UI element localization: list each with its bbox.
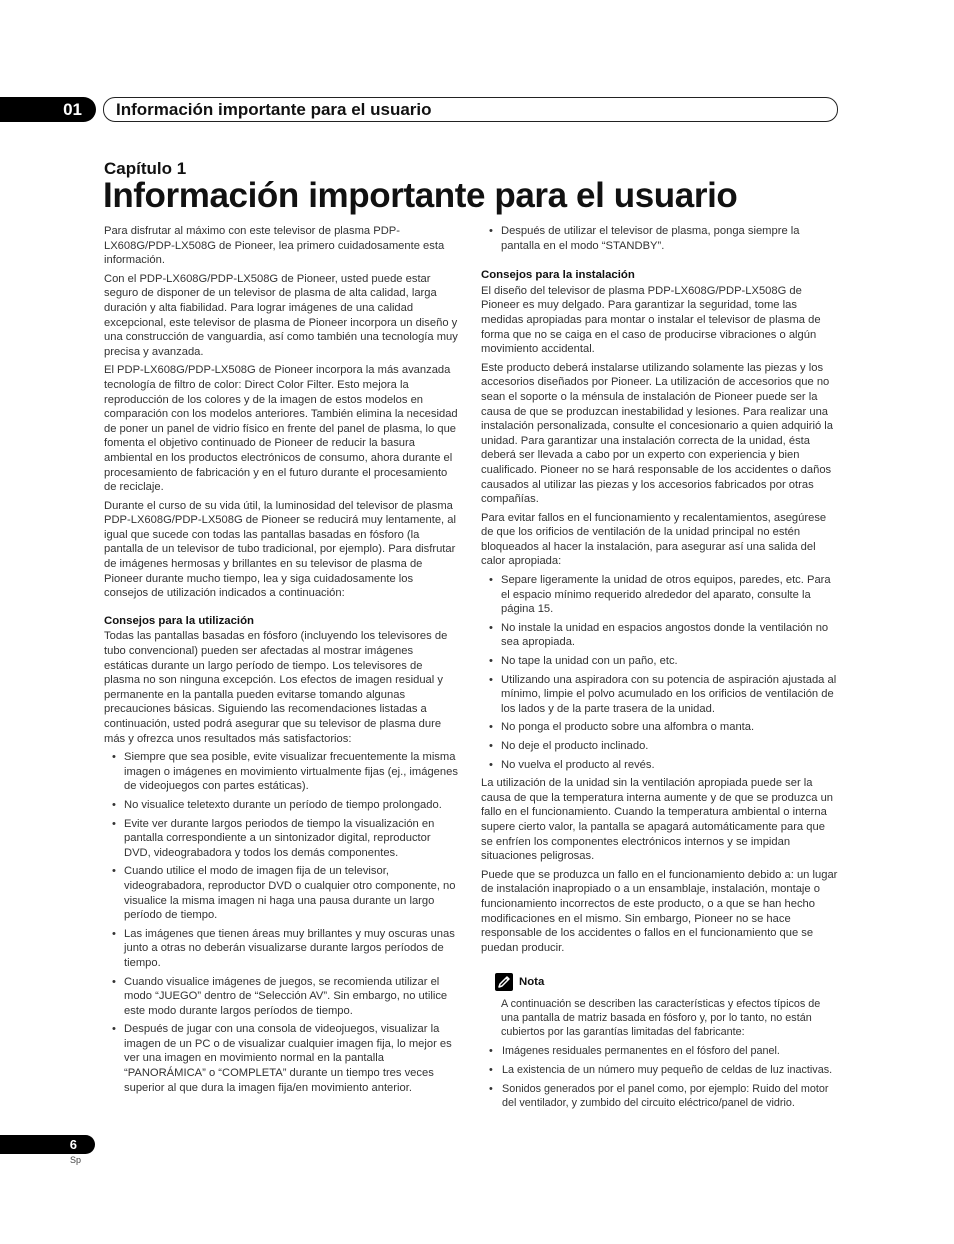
- install-heading: Consejos para la instalación: [481, 269, 635, 282]
- note-heading: Nota: [519, 976, 545, 989]
- bullet-icon: •: [489, 1064, 493, 1077]
- paragraph: Puede que se produzca un fallo en el funcionamiento debido a: un lugar de instalación inapropiado o a un ensamblaje, instalación, montaje o funcionamiento incorrectos de este producto, o a que se han hecho modificaciones en el mismo. Sin embargo, Pioneer no se hace responsable de los accidentes o fallos en el funcionamiento que se puedan producir.: [481, 868, 838, 954]
- list-item: • Las imágenes que tienen áreas muy brillantes y muy oscuras unas junto a otras no deberán visualizarse durante largos períodos de tiempo.: [112, 927, 455, 969]
- usage-bullet-list: [104, 750, 460, 1095]
- list-item: • La existencia de un número muy pequeño de celdas de luz inactivas.: [489, 1064, 833, 1077]
- paragraph: Con el PDP-LX608G/PDP-LX508G de Pioneer, usted puede estar seguro de disponer de un televisor de plasma de alta calidad, larga duración y alta fiabilidad. Para lograr imágenes de una calidad excepcional, este televisor de plasma de Pioneer incorpora un diseño y una construcción de vanguardia, así como también una tecnología muy precisa y avanzada.: [104, 272, 458, 358]
- section-title: Información importante para el usuario: [116, 99, 432, 119]
- list-item: • Después de utilizar el televisor de plasma, ponga siempre la pantalla en el modo “STANDBY”.: [489, 225, 800, 252]
- usage-heading: Consejos para la utilización: [104, 614, 255, 627]
- chapter-number: 01: [63, 99, 82, 119]
- list-item: • No instale la unidad en espacios angostos donde la ventilación no sea apropiada.: [489, 621, 829, 649]
- list-item: • Cuando utilice el modo de imagen fija de un televisor, videograbadora, reproductor DVD o cualquier otro componente, no visualice la misma imagen ni haga una pausa durante un largo período de tiempo.: [112, 865, 456, 922]
- paragraph: El diseño del televisor de plasma PDP-LX608G/PDP-LX508G de Pioneer es muy delgado. Para garantizar la seguridad, tome las medidas apropiadas para montar o instalar el televisor de plasma de forma que no se caiga en el caso de producirse vibraciones o algún movimiento accidental.: [481, 284, 821, 356]
- paragraph: Para evitar fallos en el funcionamiento y recalentamientos, asegúrese de que los orificios de ventilación de la unidad principal no estén bloqueados al hacer la instalación, para asegurar así una salida del calor apropiada:: [481, 511, 827, 568]
- list-item: • Evite ver durante largos periodos de tiempo la visualización en pantalla correspondiente a un sintonizador digital, reproductor DVD, videograbadora y todos los demás componentes.: [112, 817, 435, 859]
- paragraph: Para disfrutar al máximo con este televisor de plasma PDP-LX608G/PDP-LX508G de Pioneer, lea primero cuidadosamente esta información.: [104, 225, 445, 267]
- list-item: • Sonidos generados por el panel como, por ejemplo: Ruido del motor del ventilador, y zumbido del circuito eléctrico/panel de vidrio.: [489, 1083, 829, 1110]
- paragraph: La utilización de la unidad sin la ventilación apropiada puede ser la causa de que la temperatura interna aumente y de que se produzca un fallo en el funcionamiento. Cuando la temperatura ambiental o interna supere cierto valor, la pantalla se apagará automáticamente para que se enfríen los componentes electrónicos internos y se impidan situaciones peligrosas.: [481, 777, 834, 863]
- paragraph: Durante el curso de su vida útil, la luminosidad del televisor de plasma PDP-LX608G/PDP-LX508G de Pioneer se reducirá muy lentamente, al igual que sucede con todas las pantallas basadas en fósforo (la pantalla de un televisor de tubo tradicional, por ejemplo). Para disfrutar de imágenes hermosas y brillantes en su televisor de plasma de Pioneer durante mucho tiempo, lea y siga cuidadosamente los consejos de utilización indicados a continuación:: [104, 499, 456, 600]
- paragraph: Este producto deberá instalarse utilizando solamente las piezas y los accesorios diseñados por Pioneer. La utilización de accesorios que no sean el soporte o la ménsula de instalación de Pioneer puede ser la causa de que se produzcan inestabilidad y lesiones. Para realizar una instalación personalizada, consulte el concesionario a quien adquirió la unidad. Para garantizar una instalación correcta de la unidad, ésta deberá ser llevada a cabo por un experto con experiencia y bien cualificado. Pioneer no se hará responsable de los accidentes o daños causados al utilizar las piezas y los accesorios fabricados por otras compañías.: [481, 361, 834, 506]
- list-item: • Utilizando una aspiradora con su potencia de aspiración ajustada al mínimo, limpie el polvo acumulado en los orificios de ventilación de los lados y de la parte trasera de la unidad.: [489, 673, 837, 715]
- bullet-icon: •: [489, 225, 493, 237]
- bullet-icon: •: [112, 927, 116, 940]
- pencil-note-icon: [495, 973, 513, 991]
- list-item: • Separe ligeramente la unidad de otros equipos, paredes, etc. Para el espacio mínimo requerido alrededor del aparato, consulte la página 15.: [489, 574, 831, 616]
- bullet-icon: •: [489, 655, 493, 668]
- list-item: • No tape la unidad con un paño, etc.: [489, 655, 678, 668]
- note-block: [489, 997, 838, 1110]
- standby-bullet-list: [481, 224, 838, 253]
- page-number-tab: [0, 1135, 95, 1154]
- paragraph: El PDP-LX608G/PDP-LX508G de Pioneer incorpora la más avanzada tecnología de filtro de color: Direct Color Filter. Esto mejora la reproducción de los colores y de la imagen de estos modelos en comparación con los modelos anteriores. También elimina la necesidad de poner un panel de vidrio físico en frente del panel de plasma, lo que fomenta el objetivo continuado de Pioneer de reducir la basura ambiental en los productos electrónicos de consumo, ahora durante el procesamiento de fabricación y en el futuro durante el procesamiento de reciclaje.: [104, 364, 458, 494]
- list-item: • No visualice teletexto durante un período de tiempo prolongado.: [112, 798, 442, 811]
- bullet-icon: •: [112, 817, 116, 830]
- bullet-icon: •: [112, 865, 116, 878]
- paragraph: Todas las pantallas basadas en fósforo (incluyendo los televisores de tubo convencional) pueden ser afectadas al mostrar imágenes estáticas durante un largo período de tiempo. Los televisores de plasma no son ninguna excepción. Los efectos de imagen residual y permanente en la pantalla pueden evitarse tomando algunas precauciones básicas. Siguiendo las recomendaciones listadas a continuación, usted podrá asegurar que su televisor de plasma dure más y ofrezca unos resultados más satisfactorios:: [104, 630, 448, 745]
- install-bullet-list: [481, 573, 838, 772]
- bullet-icon: •: [489, 574, 493, 587]
- note-bullet-list: [489, 1044, 838, 1110]
- page-number: 6: [69, 1137, 77, 1152]
- right-column: [481, 224, 838, 1115]
- list-item: • Siempre que sea posible, evite visualizar frecuentemente la misma imagen o imágenes en movimiento virtualmente fijas (ej., imágenes de videojuegos con partes estáticas).: [112, 751, 458, 793]
- list-item: • Cuando visualice imágenes de juegos, se recomienda utilizar el modo “JUEGO” dentro de “Selección AV”. Sin embargo, no utilice este modo durante largos períodos de tiempo.: [112, 975, 448, 1017]
- bullet-icon: •: [112, 751, 116, 764]
- bullet-icon: •: [112, 975, 116, 988]
- list-item: • Imágenes residuales permanentes en el fósforo del panel.: [489, 1045, 780, 1058]
- note-text: A continuación se describen las características y efectos típicos de una pantalla de matriz basada en fósforo y, por lo tanto, no están cubiertos por las garantías limitadas del fabricante:: [501, 998, 821, 1039]
- note-header: [495, 973, 838, 991]
- bullet-icon: •: [489, 621, 493, 634]
- bullet-icon: •: [489, 740, 493, 752]
- list-item: • No deje el producto inclinado.: [489, 740, 649, 752]
- bullet-icon: •: [112, 798, 116, 811]
- bullet-icon: •: [489, 1083, 493, 1096]
- language-code: Sp: [70, 1155, 82, 1165]
- page-title: Información importante para el usuario: [103, 176, 738, 215]
- section-header-bar: [103, 97, 838, 122]
- bullet-icon: •: [112, 1023, 116, 1036]
- chapter-label: Capítulo 1: [104, 159, 187, 178]
- list-item: • No vuelva el producto al revés.: [489, 758, 655, 771]
- chapter-number-tab: [0, 97, 96, 122]
- list-item: • Después de jugar con una consola de videojuegos, visualizar la imagen de un PC o de visualizar cualquier imagen fija, lo mejor es ver una imagen en movimiento normal en la pantalla “PANORÁMICA” o “COMPLETA” durante un tiempo tres veces superior al que dura la imagen fija/en movimiento anterior.: [112, 1023, 452, 1094]
- left-column: [104, 224, 460, 1099]
- bullet-icon: •: [489, 721, 493, 734]
- bullet-icon: •: [489, 1045, 493, 1058]
- list-item: • No ponga el producto sobre una alfombra o manta.: [489, 721, 755, 734]
- bullet-icon: •: [489, 758, 493, 771]
- bullet-icon: •: [489, 673, 493, 686]
